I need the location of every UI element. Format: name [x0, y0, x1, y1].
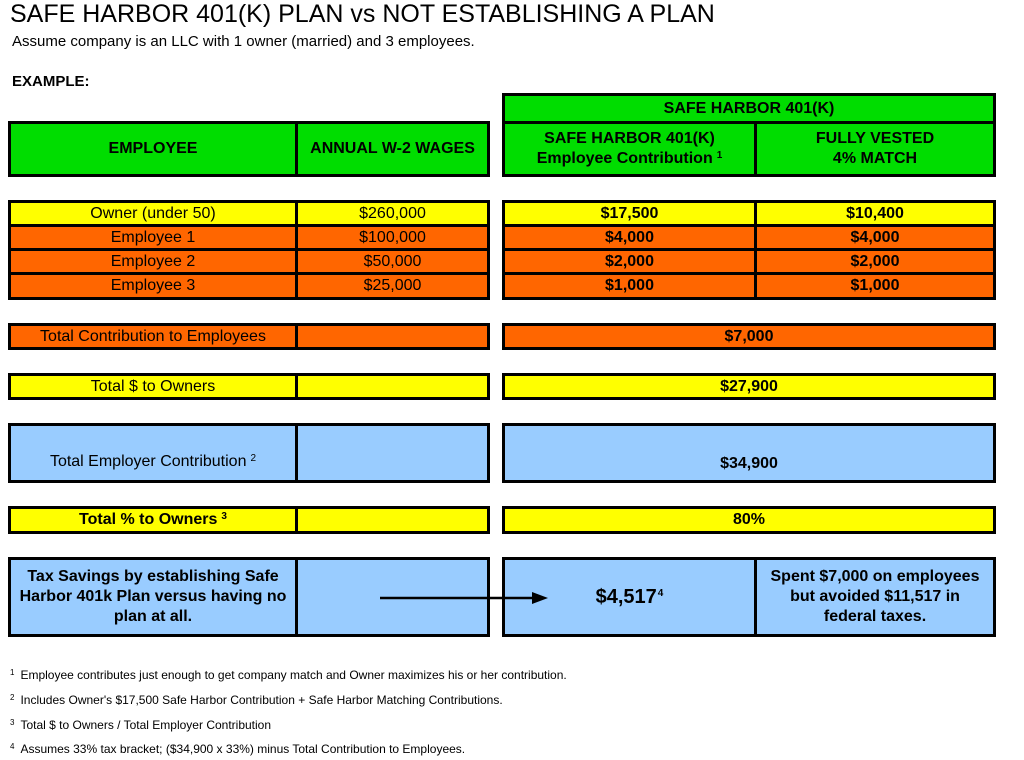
contribution-value: $2,000 — [605, 252, 654, 270]
wages-value: $100,000 — [359, 228, 426, 246]
total-employer-text-wrap — [50, 452, 256, 472]
footnote-text: Employee contributes just enough to get company match and Owner maximizes his or her contribution. — [20, 668, 567, 682]
total-employees-label — [8, 323, 298, 350]
employee-name: Employee 3 — [110, 277, 196, 294]
footnote-text: Includes Owner's $17,500 Safe Harbor Contribution + Safe Harbor Matching Contributions. — [20, 693, 503, 707]
contribution-value: $17,500 — [600, 204, 659, 222]
total-pct-text-wrap — [79, 510, 227, 530]
header-match-line1: FULLY VESTED — [815, 130, 935, 147]
table-row-contribution — [502, 224, 757, 251]
footnote-3 — [10, 718, 271, 732]
contribution-value: $1,000 — [605, 277, 654, 294]
footnote-1 — [10, 668, 567, 682]
wages-value: $260,000 — [359, 204, 426, 222]
table-row-employee — [8, 248, 298, 275]
header-wages — [295, 121, 490, 177]
page-subtitle: Assume company is an LLC with 1 owner (married) and 3 employees. — [12, 33, 475, 50]
header-group-label: SAFE HARBOR 401(K) — [663, 99, 835, 117]
table-row-employee — [8, 272, 298, 300]
total-employees-text: Total Contribution to Employees — [40, 327, 266, 345]
tax-savings-text: Tax Savings by establishing Safe Harbor 401k Plan versus having no plan at all. — [19, 568, 287, 625]
table-row-wages — [295, 200, 490, 227]
footnote-ref-4: 4 — [657, 588, 664, 599]
total-employees-blank — [295, 323, 490, 350]
footnote-text: Assumes 33% tax bracket; ($34,900 x 33%) minus Total Contribution to Employees. — [20, 742, 466, 756]
header-contribution — [502, 121, 757, 177]
table-row-wages — [295, 224, 490, 251]
footnote-number: 1 — [10, 668, 15, 677]
tax-savings-value-wrap — [596, 587, 664, 607]
footnote-number: 4 — [10, 742, 15, 751]
total-employer-blank — [295, 423, 490, 483]
total-pct-blank — [295, 506, 490, 534]
header-match-line2: 4% MATCH — [832, 150, 918, 167]
total-employer-amount: $34,900 — [720, 455, 778, 472]
footnote-4 — [10, 742, 465, 756]
employee-name: Owner (under 50) — [90, 204, 216, 222]
table-row-match — [754, 200, 996, 227]
wages-value: $50,000 — [363, 252, 422, 270]
table-row-match — [754, 248, 996, 275]
header-contribution-line1: SAFE HARBOR 401(K) — [544, 130, 715, 147]
table-row-employee — [8, 224, 298, 251]
match-value: $4,000 — [850, 228, 900, 246]
footnote-ref-1: 1 — [716, 150, 723, 161]
total-owners-amount: $27,900 — [720, 377, 778, 395]
example-label: EXAMPLE: — [12, 73, 90, 90]
match-value: $2,000 — [850, 252, 900, 270]
tax-savings-label — [8, 557, 298, 637]
total-pct-amount: 80% — [732, 511, 766, 528]
contribution-value: $4,000 — [605, 228, 654, 246]
total-owners-blank — [295, 373, 490, 400]
footnote-ref-3: 3 — [221, 511, 227, 522]
table-row-contribution — [502, 272, 757, 300]
header-employee-label: EMPLOYEE — [108, 140, 198, 157]
match-value: $10,400 — [846, 204, 904, 222]
total-owners-label — [8, 373, 298, 400]
header-contribution-line2: Employee Contribution — [536, 150, 713, 167]
table-row-employee — [8, 200, 298, 227]
table-row-wages — [295, 272, 490, 300]
header-wages-label: ANNUAL W-2 WAGES — [310, 140, 475, 157]
total-owners-value — [502, 373, 996, 400]
footnote-number: 2 — [10, 693, 15, 702]
footnote-number: 3 — [10, 718, 15, 727]
page-title: SAFE HARBOR 401(K) PLAN vs NOT ESTABLISHING A PLAN — [10, 0, 715, 28]
tax-savings-note-text: Spent $7,000 on employees but avoided $11,517 in federal taxes. — [770, 568, 980, 625]
total-employer-label — [8, 423, 298, 483]
header-contribution-line2-wrap — [537, 149, 723, 169]
footnote-ref-2: 2 — [250, 453, 257, 464]
header-employee — [8, 121, 298, 177]
footnote-2 — [10, 693, 503, 707]
total-employees-value — [502, 323, 996, 350]
arrow-right-icon — [380, 590, 550, 606]
employee-name: Employee 2 — [110, 252, 196, 270]
wages-value: $25,000 — [363, 277, 422, 294]
match-value: $1,000 — [850, 277, 900, 294]
total-pct-value — [502, 506, 996, 534]
tax-savings-note — [754, 557, 996, 637]
tax-savings-amount: $4,517 — [595, 586, 657, 608]
total-owners-text: Total $ to Owners — [90, 377, 216, 395]
header-match — [754, 121, 996, 177]
table-row-match — [754, 272, 996, 300]
total-pct-text: Total % to Owners — [79, 511, 218, 528]
table-row-contribution — [502, 248, 757, 275]
total-employer-text: Total Employer Contribution — [49, 453, 247, 470]
total-employees-amount: $7,000 — [724, 327, 774, 345]
header-group-safe-harbor — [502, 93, 996, 124]
table-row-wages — [295, 248, 490, 275]
table-row-match — [754, 224, 996, 251]
employee-name: Employee 1 — [110, 228, 196, 246]
table-row-contribution — [502, 200, 757, 227]
footnote-text: Total $ to Owners / Total Employer Contribution — [20, 718, 272, 732]
total-pct-label — [8, 506, 298, 534]
total-employer-value — [502, 423, 996, 483]
